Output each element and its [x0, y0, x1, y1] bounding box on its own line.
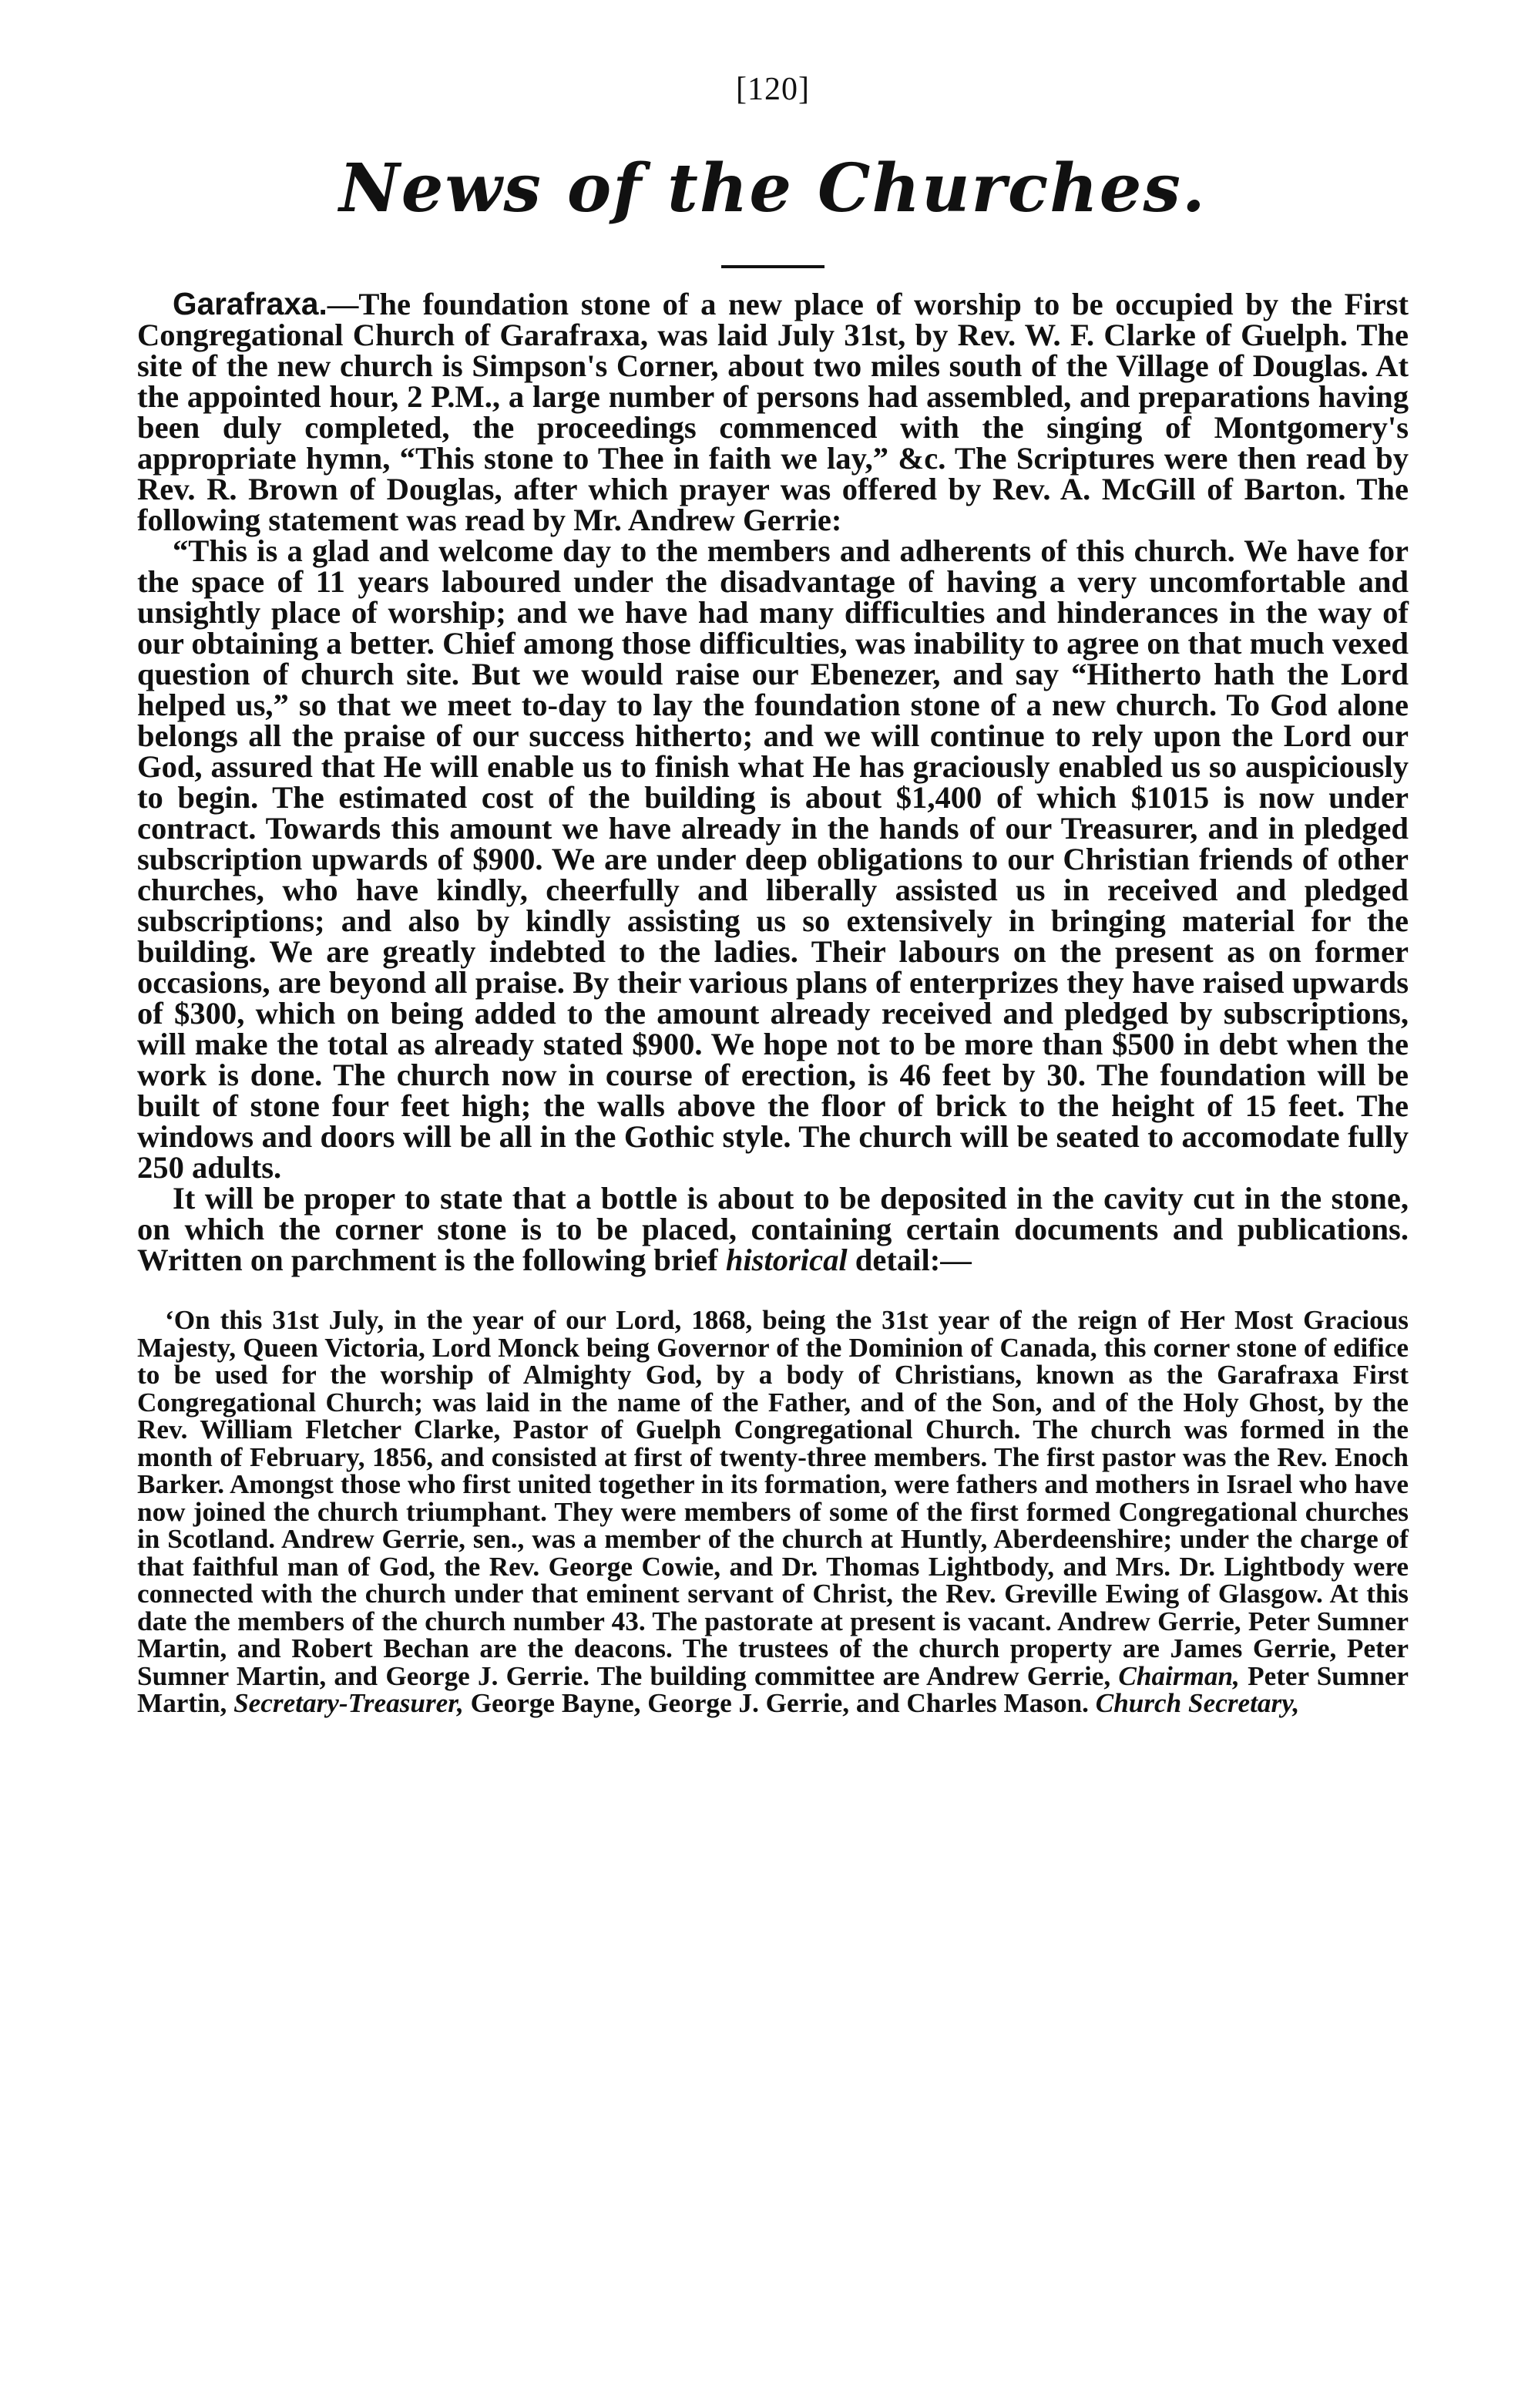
- document-page: [137, 0, 1409, 1717]
- secretary-treasurer-label: Secretary-Treasurer,: [233, 1688, 464, 1718]
- title-divider: [721, 265, 824, 268]
- parchment-text: [137, 1307, 1409, 1717]
- church-secretary-label: Church Secretary,: [1095, 1688, 1300, 1718]
- statement-paragraph: “This is a glad and welcome day to the members and adherents of this church. We have for the space of 11 years laboured under the disadvantage of having a very uncomfortable and unsightly place of worship; and we have had many difficulties and hinderances in the way of our obtaining a better. Chief among those difficulties, was inability to agree on that much vexed question of church site. But we would raise our Ebenezer, and say “Hitherto hath the Lord helped us,” so that we meet to-day to lay the foundation stone of a new church. To God alone belongs all the praise of our success hitherto; and we will continue to rely upon the Lord our God, assured that He will enable us to finish what He has graciously enabled us so auspiciously to begin. The estimated cost of the building is about $1,400 of which $1015 is now under contract. Towards this amount we have already in the hands of our Treasurer, and in pledged subscription upwards of $900. We are under deep obligations to our Christian friends of other churches, who have kindly, cheerfully and liberally assisted us in received and pledged subscriptions; and also by kindly assisting us so extensively in bringing material for the building. We are greatly indebted to the ladies. Their labours on the present as on former occasions, are beyond all praise. By their various plans of enterprizes they have raised upwards of $300, which on being added to the amount already received and pledged by subscriptions, will make the total as already stated $900. We hope not to be more than $500 in debt when the work is done. The church now in course of erection, is 46 feet by 30. The foundation will be built of stone four feet high; the walls above the floor of brick to the height of 15 feet. The windows and doors will be all in the Gothic style. The church will be seated to accomodate fully 250 adults.: [137, 533, 1409, 1185]
- bottle-paragraph-end: detail:—: [847, 1243, 972, 1277]
- bottle-paragraph: [137, 1183, 1409, 1276]
- article-body: [137, 288, 1409, 1276]
- parchment-text-start: ‘On this 31st July, in the year of our Lord, 1868, being the 31st year of the reign of Her Most Gracious Majesty, Queen Victoria, Lord Monck being Governor of the Dominion of Canada, this corner stone of edifice to be used for the worship of Almighty God, by a body of Christians, known as the Garafraxa First Congregational Church; was laid in the name of the Father, and of the Son, and of the Holy Ghost, by the Rev. William Fletcher Clarke, Pastor of Guelph Congregational Church. The church was formed in the month of February, 1856, and consisted at first of twenty-three members. The first pastor was the Rev. Enoch Barker. Amongst those who first united together in its formation, were fathers and mothers in Israel who have now joined the church triumphant. They were members of some of the first formed Congregational churches in Scotland. Andrew Gerrie, sen., was a member of the church at Huntly, Aberdeenshire; under the charge of that faithful man of God, the Rev. George Cowie, and Dr. Thomas Lightbody, and Mrs. Dr. Lightbody were connected with the church under that eminent servant of Christ, the Rev. Greville Ewing of Glasgow. At this date the members of the church number 43. The pastorate at present is vacant. Andrew Gerrie, Peter Sumner Martin, and Robert Bechan are the deacons. The trustees of the church property are James Gerrie, Peter Sumner Martin, and George J. Gerrie. The building committee are Andrew Gerrie,: [137, 1305, 1409, 1691]
- bottle-paragraph-start: It will be proper to state that a bottle is about to be deposited in the cavity cut in the stone, on which the corner stone is to be placed, containing certain documents and publications. Written on parchment is the following brief: [137, 1181, 1409, 1277]
- lead-paragraph: [137, 288, 1409, 536]
- bottle-paragraph-italic: historical: [725, 1243, 848, 1277]
- page-number: [120]: [736, 72, 810, 107]
- parchment-text-mid-1: Peter Sumner Martin,: [137, 1660, 1409, 1718]
- place-name: Garafraxa.: [173, 286, 327, 321]
- lead-paragraph-text: —The foundation stone of a new place of worship to be occupied by the First Congregational Church of Garafraxa, was laid July 31st, by Rev. W. F. Clarke of Guelph. The site of the new church is Simpson's Corner, about two miles south of the Village of Douglas. At the appointed hour, 2 P.M., a large number of persons had assembled, and preparations having been duly completed, the proceedings commenced with the singing of Montgomery's appropriate hymn, “This stone to Thee in faith we lay,” &c. The Scriptures were then read by Rev. R. Brown of Douglas, after which prayer was offered by Rev. A. McGill of Barton. The following statement was read by Mr. Andrew Gerrie:: [137, 287, 1409, 537]
- chairman-label: Chairman,: [1118, 1660, 1240, 1691]
- section-title: News of the Churches.: [339, 150, 1207, 227]
- parchment-paragraph: [137, 1307, 1409, 1717]
- parchment-text-mid-2: George Bayne, George J. Gerrie, and Charles Mason.: [463, 1688, 1096, 1718]
